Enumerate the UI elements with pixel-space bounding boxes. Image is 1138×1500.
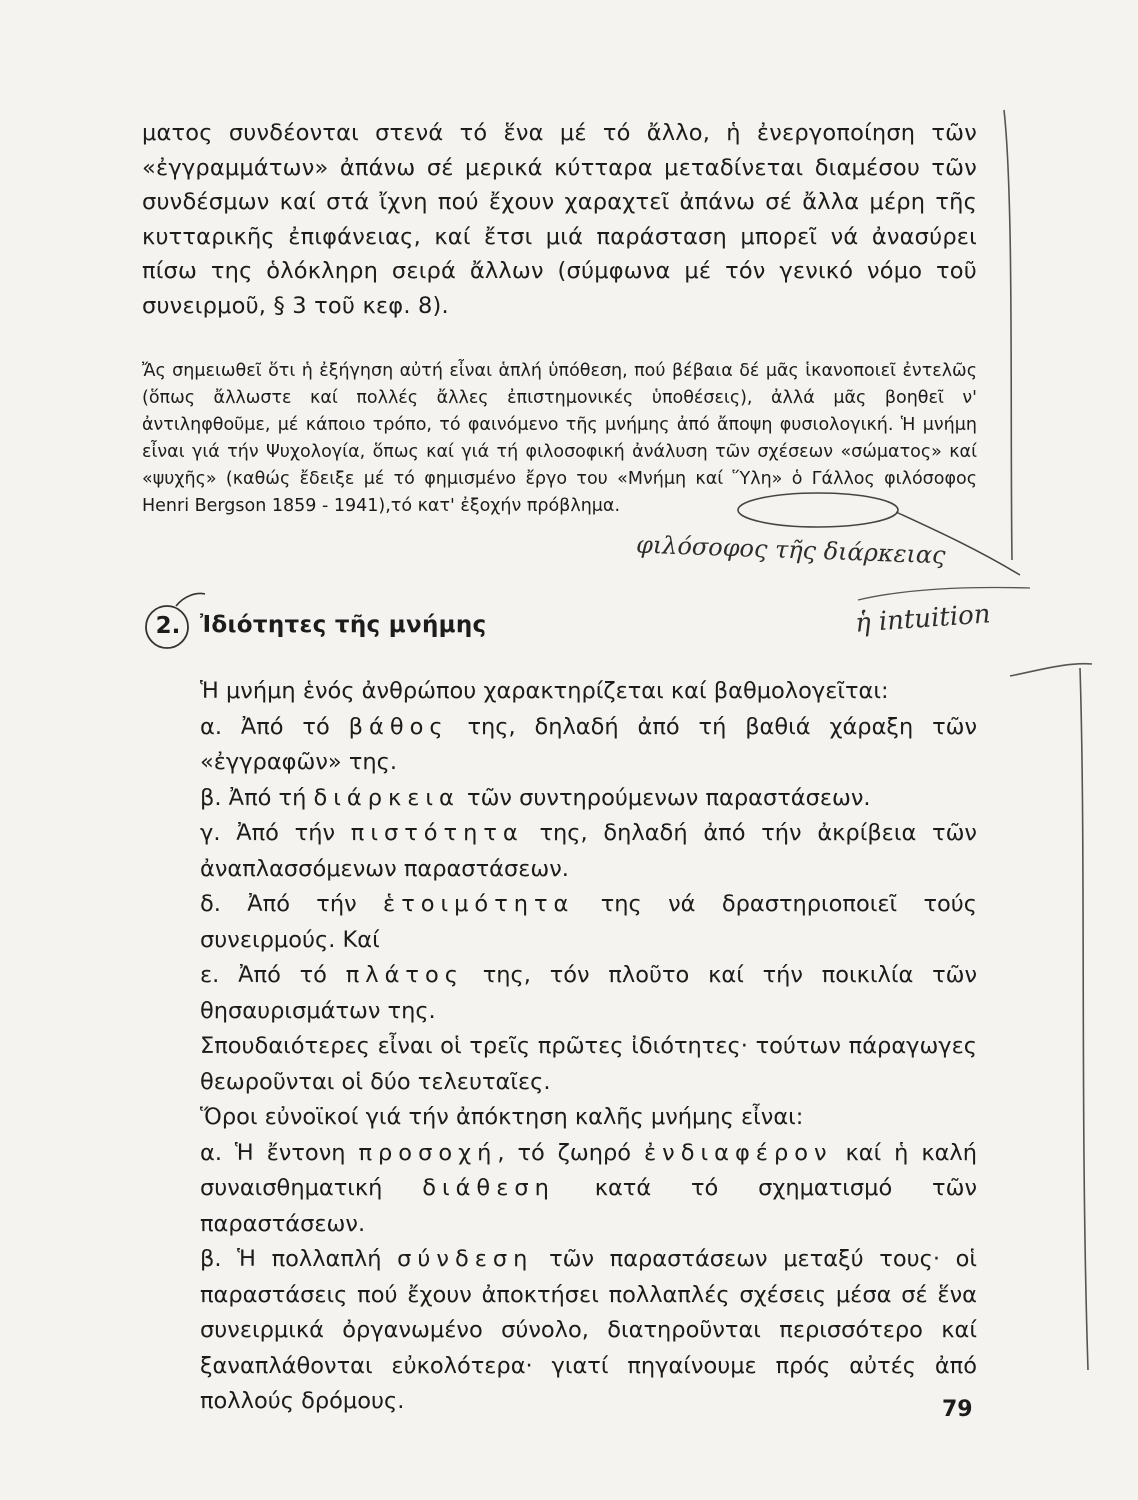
- list-item: ε. Ἀπό τό πλάτος της, τόν πλοῦτο καί τήν ποικιλία τῶν θησαυρισμάτων της.: [200, 962, 978, 1024]
- paragraph-text: ματος συνδέονται στενά τό ἕνα μέ τό ἄλλο, ἡ ἐνεργοποίηση τῶν «ἐγγραμμάτων» ἀπάνω σέ μερικά κύτταρα μεταδίνεται διαμέσου τῶν συνδέσμων καί στά ἴχνη πού ἔχουν χαραχτεῖ ἀπάνω σέ ἄλλα μέρη τῆς κυτταρικῆς ἐπιφάνειας, καί ἔτσι μιά παράσταση μπορεῖ νά ἀνασύρει πίσω της ὁλόκληρη σειρά ἄλλων (σύμφωνα μέ τόν γενικό νόμο τοῦ συνειρμοῦ, § 3 τοῦ κεφ. 8).: [142, 120, 977, 319]
- spaced-term: ἑτοιμότητα: [383, 891, 575, 917]
- conditions-intro: Ὅροι εὐνοϊκοί γιά τήν ἀπόκτηση καλῆς μνήμης εἶναι:: [200, 1104, 804, 1130]
- list-item: α. Ἀπό τό βάθος της, δηλαδή ἀπό τή βαθιά χάραξη τῶν «ἐγγραφῶν» της.: [200, 713, 978, 775]
- margin-bracket-line-bottom: [1080, 668, 1088, 1370]
- margin-bracket-hook: [1010, 664, 1092, 676]
- summary-text: Σπουδαιότερες εἶναι οἱ τρεῖς πρῶτες ἰδιότητες· τούτων πάραγωγες θεωροῦνται οἱ δύο τελευταῖες.: [200, 1033, 977, 1095]
- opening-paragraph: [142, 116, 977, 323]
- list-item: γ. Ἀπό τήν πιστότητα της, δηλαδή ἀπό τήν ἀκρίβεια τῶν ἀναπλασσόμενων παραστάσεων.: [200, 820, 977, 882]
- spaced-term: διάρκεια: [313, 784, 460, 811]
- spaced-term: πιστότητα: [350, 820, 524, 846]
- note-connector: [858, 588, 1030, 601]
- spaced-term: πλάτος: [345, 962, 464, 988]
- section-tick: [176, 594, 205, 607]
- list-item: δ. Ἀπό τήν ἑτοιμότητα της νά δραστηριοποιεῖ τούς συνειρμούς. Καί: [200, 891, 978, 953]
- page-number: 79: [942, 1397, 973, 1422]
- footnote-name-bergson: Henri Bergson: [142, 496, 267, 516]
- spaced-term: ἐνδιαφέρον: [644, 1139, 833, 1166]
- condition-item: α. Ἡ ἔντονη προσοχή, τό ζωηρό ἐνδιαφέρον καί ἡ καλή συναισθηματική διάθεση κατά τό σχηματισμό τῶν παραστάσεων.: [200, 1139, 978, 1237]
- condition-item: β. Ἡ πολλαπλή σύνδεση τῶν παραστάσεων μεταξύ τους· οἱ παραστάσεις πού ἔχουν ἀποκτήσει πολλαπλές σχέσεις μέσα σέ ἕνα συνειρμικά ὀργανωμένο σύνολο, διατηροῦνται περισσότερο καί ξαναπλάθονται εὐκολότερα· γιατί πηγαίνουμε πρός αὐτές ἀπό πολλούς δρόμους.: [200, 1246, 977, 1414]
- handwritten-note-intuition: ἡ intuition: [854, 599, 992, 639]
- properties-list: [142, 674, 977, 1420]
- section-title: Ἰδιότητες τῆς μνήμης: [200, 612, 487, 638]
- handwritten-note: φιλόσοφος τῆς διάρκειας: [635, 530, 947, 570]
- list-intro: Ἡ μνήμη ἑνός ἀνθρώπου χαρακτηρίζεται καί βαθμολογεῖται:: [200, 678, 889, 704]
- list-item: β. Ἀπό τή διάρκεια τῶν συντηρούμενων παραστάσεων.: [200, 784, 871, 811]
- spaced-term: προσοχή: [358, 1139, 498, 1166]
- spaced-term: σύνδεση: [397, 1246, 534, 1272]
- footnote-text: Ἄς σημειωθεῖ ὅτι ἡ ἐξήγηση αὐτή εἶναι ἁπλή ὑπόθεση, πού βέβαια δέ μᾶς ἱκανοποιεῖ ἐντελῶς (ὅπως ἄλλωστε καί πολλές ἄλλες ἐπιστημονικές ὑποθέσεις), ἀλλά μᾶς βοηθεῖ ν' ἀντιληφθοῦμε, μέ κάποιο τρόπο, τό φαινόμενο τῆς μνήμης ἀπό ἄποψη φυσιολογική. Ἡ μνήμη εἶναι γιά τήν Ψυχολογία, ὅπως καί γιά τή φιλοσοφική ἀνάλυση τῶν σχέσεων «σώματος» καί «ψυχῆς» (καθώς ἔδειξε μέ τό φημισμένο ἔργο του «Μνήμη καί Ὕλη» ὁ Γάλλος φιλόσοφος: [142, 361, 977, 489]
- margin-bracket-line-top: [1004, 110, 1012, 560]
- spaced-term: διάθεση: [422, 1175, 555, 1201]
- spaced-term: βάθος: [348, 713, 449, 740]
- footnote: [142, 358, 977, 520]
- section-number: 2.: [155, 613, 181, 639]
- footnote-text-end: 1859 - 1941),τό κατ' ἐξοχήν πρόβλημα.: [271, 496, 621, 516]
